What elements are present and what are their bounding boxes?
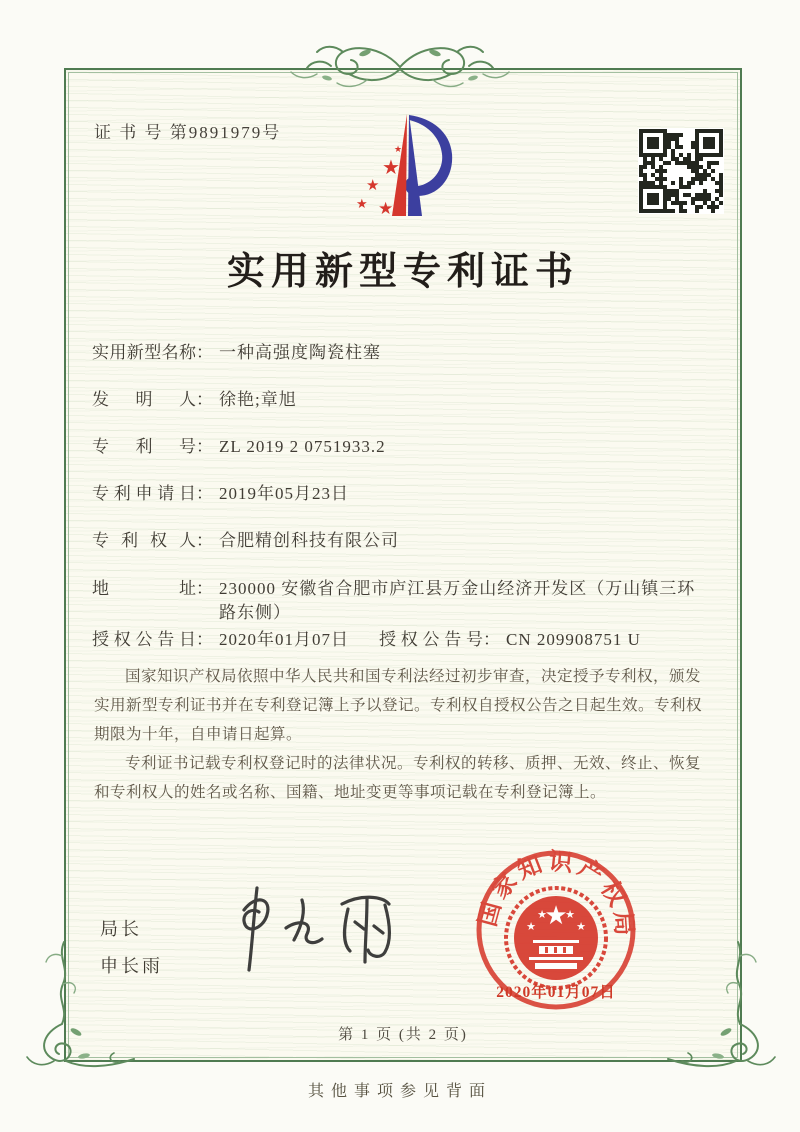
svg-text:★: ★ bbox=[378, 199, 394, 219]
svg-text:★: ★ bbox=[382, 155, 400, 179]
field-colon: ： bbox=[196, 630, 213, 649]
legal-paragraph-1: 国家知识产权局依照中华人民共和国专利法经过初步审查，决定授予专利权，颁发实用新型专利证书并在专利登记簿上予以登记。专利权自授权公告之日起生效。专利权期限为十年，自申请日起算。 bbox=[94, 668, 703, 743]
field-patentee bbox=[92, 530, 716, 552]
field-inventors bbox=[92, 389, 716, 411]
field-value: 2020年01月07日 bbox=[219, 630, 349, 649]
field-label: 授权公告号 bbox=[379, 630, 483, 649]
logo-p-mark bbox=[392, 114, 452, 216]
legal-text bbox=[94, 662, 716, 807]
svg-text:★: ★ bbox=[394, 145, 403, 155]
bottom-left-scroll-ornament bbox=[24, 940, 136, 1074]
field-colon: ： bbox=[196, 579, 213, 598]
field-value: CN 209908751 U bbox=[506, 630, 641, 649]
field-utility-model-name bbox=[92, 342, 716, 364]
certificate-number: 证 书 号 第9891979号 bbox=[94, 123, 282, 142]
field-label: 专利号 bbox=[92, 437, 196, 456]
see-reverse-note: 其他事项参见背面 bbox=[307, 1083, 492, 1100]
seal-date: 2020年01月07日 bbox=[496, 984, 616, 1001]
field-label: 专利申请日 bbox=[92, 484, 196, 503]
svg-text:★: ★ bbox=[544, 901, 568, 931]
svg-text:★: ★ bbox=[576, 920, 586, 933]
field-value: 合肥精创科技有限公司 bbox=[219, 531, 399, 550]
field-grant-row bbox=[92, 629, 716, 651]
field-label: 发明人 bbox=[92, 390, 196, 409]
field-value: 一种高强度陶瓷柱塞 bbox=[219, 343, 381, 362]
certificate-title: 实用新型专利证书 bbox=[226, 251, 579, 293]
field-label: 实用新型名称 bbox=[92, 343, 196, 362]
field-list bbox=[92, 342, 716, 676]
qr-code bbox=[638, 128, 724, 214]
field-label: 地址 bbox=[92, 579, 196, 598]
field-value: ZL 2019 2 0751933.2 bbox=[219, 437, 386, 456]
field-value: 230000 安徽省合肥市庐江县万金山经济开发区（万山镇三环路东侧） bbox=[219, 579, 696, 622]
field-publication-number bbox=[379, 629, 641, 651]
signer-name: 申长雨 bbox=[100, 956, 163, 976]
legal-paragraph-2: 专利证书记载专利权登记时的法律状况。专利权的转移、质押、无效、终止、恢复和专利权人的姓名或名称、国籍、地址变更等事项记载在专利登记簿上。 bbox=[94, 755, 702, 801]
svg-text:★: ★ bbox=[565, 908, 575, 921]
bottom-right-scroll-ornament bbox=[666, 940, 778, 1074]
top-flourish-ornament bbox=[287, 36, 513, 98]
cnipa-logo-icon bbox=[352, 112, 464, 222]
signer-role: 局长 bbox=[100, 919, 142, 939]
field-colon: ： bbox=[483, 630, 500, 649]
certificate-frame bbox=[64, 68, 742, 1062]
field-patent-number bbox=[92, 436, 716, 458]
seal-agency-text: 国家知识产权局 bbox=[475, 849, 637, 941]
national-emblem bbox=[506, 888, 606, 988]
field-colon: ： bbox=[196, 437, 213, 456]
page-number-note: 第 1 页 (共 2 页) bbox=[338, 1027, 468, 1043]
field-value: 徐艳;章旭 bbox=[219, 390, 297, 409]
field-colon: ： bbox=[196, 343, 213, 362]
field-value: 2019年05月23日 bbox=[219, 484, 349, 503]
director-signature-handwriting bbox=[216, 882, 416, 977]
field-filing-date bbox=[92, 483, 716, 505]
svg-text:★: ★ bbox=[356, 197, 368, 212]
field-label: 授权公告日 bbox=[92, 630, 196, 649]
svg-text:★: ★ bbox=[526, 920, 536, 933]
svg-text:★: ★ bbox=[366, 176, 380, 194]
field-colon: ： bbox=[196, 531, 213, 550]
field-label: 专利权人 bbox=[92, 531, 196, 550]
field-address bbox=[92, 577, 716, 625]
field-colon: ： bbox=[196, 390, 213, 409]
svg-text:★: ★ bbox=[537, 908, 547, 921]
field-colon: ： bbox=[196, 484, 213, 503]
